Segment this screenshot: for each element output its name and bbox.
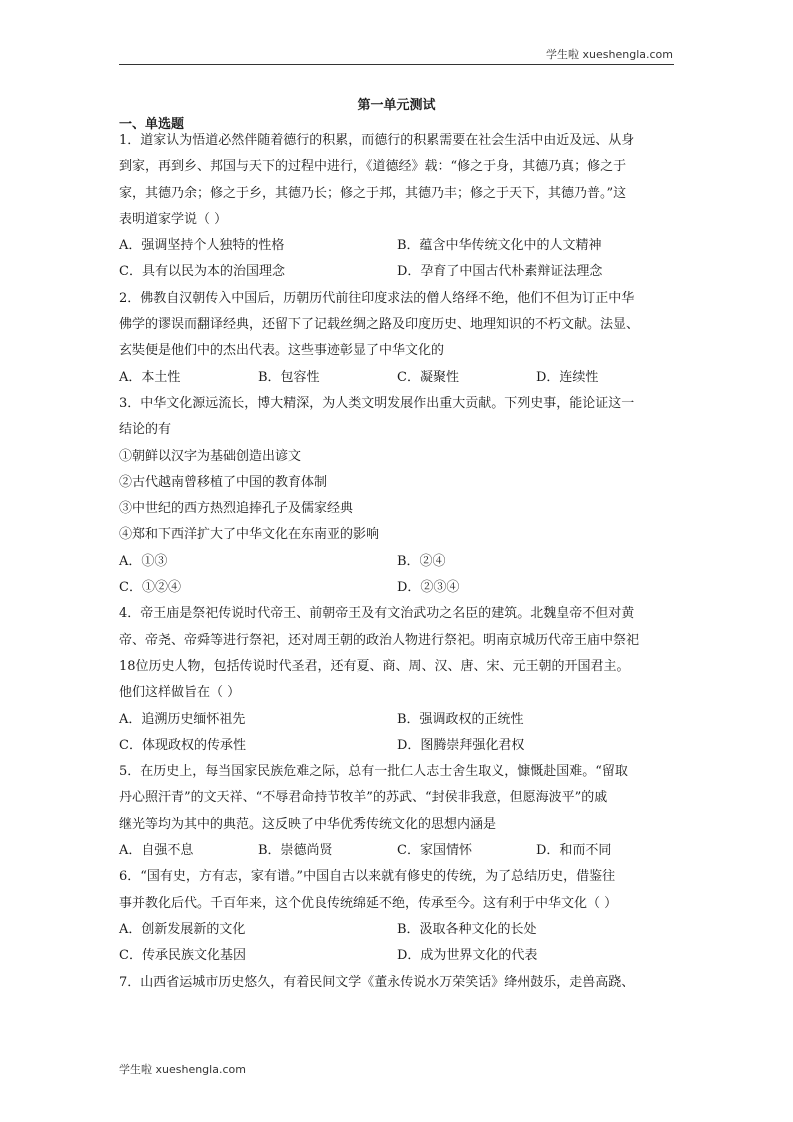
section-heading: 一、单选题 [119, 117, 185, 132]
question-line: 表明道家学说（ ） [119, 211, 228, 227]
option-row [119, 707, 675, 733]
question-7 [119, 970, 675, 996]
question-line: 继光等均为其中的典范。这反映了中华优秀传统文化的思想内涵是 [119, 816, 497, 832]
statement-item: ④郑和下西洋扩大了中华文化在东南亚的影响 [119, 527, 380, 543]
question-line: 1．道家认为悟道必然伴随着德行的积累，而德行的积累需要在社会生活中由近及远、从身 [119, 133, 635, 148]
question-line: 6．“国有史，方有志，家有谱。”中国自古以来就有修史的传统，为了总结历史，借鉴往 [119, 869, 616, 885]
page-header: 学生啦 xueshengla.com [546, 48, 673, 61]
option-row [119, 259, 675, 285]
option-row [119, 943, 675, 969]
option-a[interactable]: A．创新发展新的文化 [119, 921, 246, 937]
option-a[interactable]: A．①③ [119, 553, 168, 569]
option-row [119, 233, 675, 259]
option-row [119, 733, 675, 759]
page-title: 第一单元测试 [357, 98, 436, 113]
statement-item: ①朝鲜以汉字为基础创造出谚文 [119, 448, 302, 464]
page-footer: 学生啦 xueshengla.com [119, 1063, 246, 1076]
question-line: 18位历史人物，包括传说时代圣君，还有夏、商、周、汉、唐、宋、元王朝的开国君主。 [119, 658, 630, 674]
question-5 [119, 759, 675, 864]
question-line: 2．佛教自汉朝传入中国后，历朝历代前往印度求法的僧人络绎不绝，他们不但为订正中华 [119, 290, 635, 306]
option-row [119, 917, 675, 943]
option-b[interactable]: B．包容性 [258, 369, 320, 385]
option-row [119, 365, 675, 391]
option-d[interactable]: D．和而不同 [536, 843, 612, 859]
question-line: 7．山西省运城市历史悠久，有着民间文学《董永传说水万荣笑话》绛州鼓乐，走兽高跷、 [119, 974, 635, 990]
option-d[interactable]: D．成为世界文化的代表 [397, 948, 538, 964]
question-line: 事并教化后代。千百年来，这个优良传统绵延不绝，传承至今。这有利于中华文化（ ） [119, 895, 618, 911]
statement-item: ②古代越南曾移植了中国的教育体制 [119, 474, 328, 490]
option-b[interactable]: B．②④ [397, 553, 446, 569]
question-1 [119, 128, 675, 286]
option-b[interactable]: B．崇德尚贤 [258, 843, 333, 859]
header-divider [119, 64, 674, 65]
question-line: 结论的有 [119, 422, 172, 438]
option-c[interactable]: C．体现政权的传承性 [119, 737, 246, 753]
option-b[interactable]: B．蕴含中华传统文化中的人文精神 [397, 238, 602, 254]
option-d[interactable]: D．孕育了中国古代朴素辩证法理念 [397, 264, 603, 280]
question-line: 佛学的谬误而翻译经典，还留下了记载丝绸之路及印度历史、地理知识的不朽文献。法显、 [119, 317, 640, 333]
question-list [119, 128, 675, 996]
option-b[interactable]: B．强调政权的正统性 [397, 711, 524, 727]
option-row [119, 838, 675, 864]
question-line: 3．中华文化源远流长，博大精深，为人类文明发展作出重大贡献。下列史事，能论证这一 [119, 395, 635, 411]
option-a[interactable]: A．强调坚持个人独特的性格 [119, 238, 285, 254]
option-c[interactable]: C．①②④ [119, 580, 181, 596]
question-line: 4．帝王庙是祭祀传说时代帝王、前朝帝王及有文治武功之名臣的建筑。北魏皇帝不但对黄 [119, 606, 635, 622]
question-line: 玄奘便是他们中的杰出代表。这些事迹彰显了中华文化的 [119, 343, 445, 359]
question-6 [119, 864, 675, 969]
question-line: 家，其德乃余；修之于乡，其德乃长；修之于邦，其德乃丰；修之于天下，其德乃普。”这 [119, 185, 627, 201]
option-a[interactable]: A．本土性 [119, 369, 181, 385]
option-a[interactable]: A．追溯历史缅怀祖先 [119, 711, 246, 727]
option-c[interactable]: C．具有以民为本的治国理念 [119, 264, 285, 280]
option-c[interactable]: C．家国情怀 [397, 843, 472, 859]
option-a[interactable]: A．自强不息 [119, 843, 194, 859]
option-c[interactable]: C．传承民族文化基因 [119, 948, 246, 964]
option-d[interactable]: D．连续性 [536, 369, 599, 385]
question-2 [119, 286, 675, 391]
question-3 [119, 391, 675, 601]
question-line: 5．在历史上，每当国家民族危难之际，总有一批仁人志士舍生取义，慷慨赴国难。“留取 [119, 764, 628, 780]
option-d[interactable]: D．②③④ [397, 580, 460, 596]
question-4 [119, 601, 675, 759]
question-line: 到家，再到乡、邦国与天下的过程中进行，《道德经》载：“修之于身，其德乃真；修之于 [119, 159, 627, 175]
option-d[interactable]: D．图腾崇拜强化君权 [397, 737, 525, 753]
option-b[interactable]: B．汲取各种文化的长处 [397, 921, 537, 937]
option-row [119, 575, 675, 601]
question-line: 帝、帝尧、帝舜等进行祭祀，还对周王朝的政治人物进行祭祀。明南京城历代帝王庙中祭祀 [119, 632, 640, 648]
option-row [119, 549, 675, 575]
question-line: 丹心照汗青”的文天祥、“不辱君命持节牧羊”的苏武、“封侯非我意，但愿海波平”的戚 [119, 790, 608, 806]
statement-item: ③中世纪的西方热烈追捧孔子及儒家经典 [119, 501, 354, 517]
question-line: 他们这样做旨在（ ） [119, 685, 241, 701]
option-c[interactable]: C．凝聚性 [397, 369, 459, 385]
